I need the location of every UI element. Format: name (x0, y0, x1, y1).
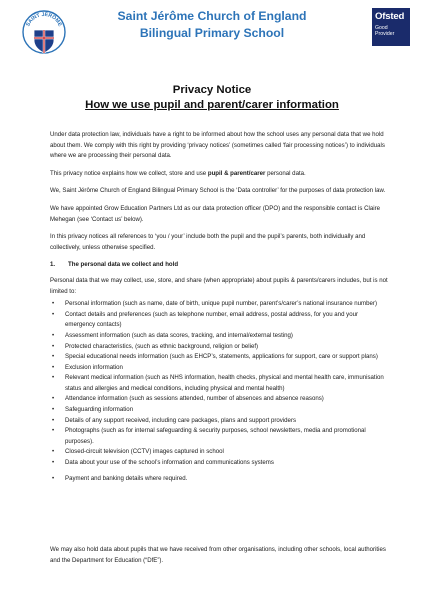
list-item (50, 394, 388, 405)
intro-paragraph-2-start: This privacy notice explains how we collect, store and use (50, 169, 208, 177)
list-item (50, 373, 388, 394)
ofsted-badge (372, 8, 410, 46)
list-item-text: Attendance information (such as sessions attended, number of absences and absence reasons) (65, 395, 324, 403)
section-1-title: The personal data we collect and hold (68, 261, 179, 269)
list-item-text: Relevant medical information (such as NHS information, health checks, physical and mental health care, immunisation status and allergies and medical conditions, including physical and mental health) (65, 374, 384, 392)
bullet-icon: • (52, 310, 55, 318)
intro-paragraph-3: We, Saint Jérôme Church of England Bilingual Primary School is the ‘Data controller’ for the purposes of data protection law. (50, 187, 386, 195)
bullet-icon: • (52, 427, 55, 435)
bullet-icon: • (52, 300, 55, 308)
list-item (50, 474, 388, 485)
bullet-icon: • (52, 353, 55, 361)
bullet-icon: • (52, 342, 55, 350)
list-item (50, 405, 388, 416)
list-item-text: Closed-circuit television (CCTV) images captured in school (65, 448, 224, 456)
list-item-text: Personal information (such as name, date of birth, unique pupil number, parent’s/carer’s national insurance number) (65, 300, 377, 308)
intro-paragraph-4: We have appointed Grow Education Partners Ltd as our data protection officer (DPO) and the responsible contact is Claire Mehegan (see ‘Contact us’ below). (50, 204, 381, 223)
list-item-text: Safeguarding information (65, 406, 134, 414)
intro-paragraph-1: Under data protection law, individuals have a right to be informed about how the school uses any personal data that we hold about them. We comply with this right by providing ‘privacy notices’ (sometimes called ‘fair processing notices’) to individuals where we are processing their personal data. (50, 131, 385, 160)
list-item (50, 331, 388, 342)
list-item (50, 416, 388, 427)
list-item (50, 426, 388, 447)
bullet-icon: • (52, 331, 55, 339)
school-crest-logo (20, 8, 68, 58)
bullet-icon: • (52, 395, 55, 403)
list-item-text: Details of any support received, including care packages, plans and support providers (65, 416, 297, 424)
bullet-icon: • (52, 406, 55, 414)
list-item (50, 447, 388, 458)
document-subtitle: How we use pupil and parent/carer information (85, 99, 339, 111)
list-item (50, 299, 388, 310)
list-item-text: Protected characteristics, (such as ethnic background, religion or belief) (65, 342, 259, 350)
ofsted-rating: Good Provider (375, 25, 395, 37)
intro-paragraph-2-end: personal data. (265, 169, 306, 177)
personal-data-list (50, 299, 388, 484)
list-item (50, 458, 388, 469)
bullet-icon: • (52, 416, 55, 424)
list-item-text: Contact details and preferences (such as telephone number, email address, postal address, for you and your emergency contacts) (65, 310, 359, 329)
intro-paragraph-2-emphasis: pupil & parent/carer (207, 169, 266, 177)
list-item-text: Data about your use of the school’s information and communications systems (65, 459, 274, 467)
list-item-text: Exclusion information (65, 363, 123, 371)
intro-paragraph-5: In this privacy notices all references to ‘you / your’ include both the pupil and the pupil’s parents, both individually and collectively, unless otherwise specified. (50, 233, 366, 251)
section-1-lead: Personal data that we may collect, use, store, and share (when appropriate) about pupils & parents/carers includes, but is not limited to: (50, 276, 388, 295)
list-item (50, 363, 388, 374)
list-item-text: Assessment information (such as data scores, tracking, and internal/external testing) (65, 331, 293, 339)
list-item (50, 352, 388, 363)
document-title: Privacy Notice (172, 84, 252, 96)
crest-text: SAINT JÉRÔME (25, 11, 63, 28)
intro-paragraph-2 (50, 169, 388, 180)
section-1-heading (50, 260, 388, 271)
bullet-icon: • (52, 374, 55, 382)
school-name-line-1: Saint Jérôme Church of England (117, 9, 307, 23)
school-name (92, 8, 332, 42)
closing-paragraph: We may also hold data about pupils that we have received from other organisations, including other schools, local authorities and the Department for Education (“DfE”). (50, 546, 386, 564)
bullet-icon: • (52, 474, 55, 482)
school-name-line-2: Bilingual Primary School (139, 26, 285, 40)
section-1-number: 1. (50, 261, 56, 269)
list-item-text: Payment and banking details where required. (65, 474, 188, 482)
bullet-icon: • (52, 363, 55, 371)
list-item-text: Photographs (such as for internal safeguarding & security purposes, school newsletters, media and promotional purposes). (65, 427, 366, 445)
bullet-icon: • (52, 459, 55, 467)
list-item (50, 342, 388, 353)
list-item-text: Special educational needs information (such as EHCP’s, statements, applications for support, care or support plans) (65, 353, 378, 361)
ofsted-logo: Ofsted (375, 11, 405, 22)
list-item (50, 310, 388, 331)
document-body (50, 130, 388, 484)
bullet-icon: • (52, 448, 55, 456)
